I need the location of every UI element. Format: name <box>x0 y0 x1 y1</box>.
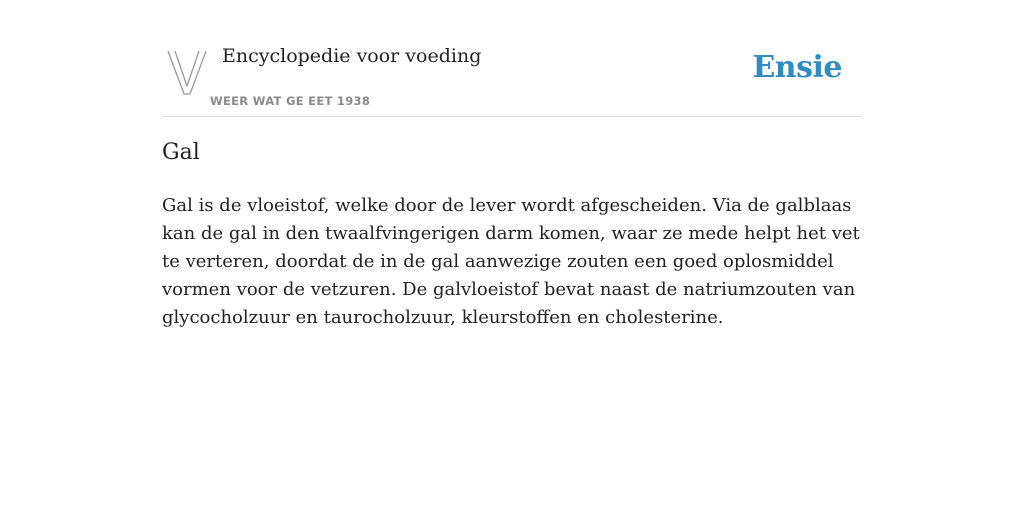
ensie-brand-link[interactable]: Ensie <box>752 50 842 85</box>
site-title[interactable]: Encyclopedie voor voeding <box>222 45 482 67</box>
site-subtitle: WEER WAT GE EET 1938 <box>210 94 371 108</box>
v-logo-icon[interactable] <box>166 48 208 96</box>
site-header <box>162 0 862 117</box>
entry-body: Gal is de vloeistof, welke door de lever wordt afgescheiden. Via de galblaas kan de gal in den twaalfvingerigen darm komen, waar ze mede helpt het vet te verteren, doordat de in de gal aanwezige zouten een goed oplosmiddel vormen voor de vetzuren. De galvloeistof bevat naast de natriumzouten van glycocholzuur en taurocholzuur, kleurstoffen en cholesterine. <box>162 195 860 328</box>
entry-title: Gal <box>162 140 200 165</box>
